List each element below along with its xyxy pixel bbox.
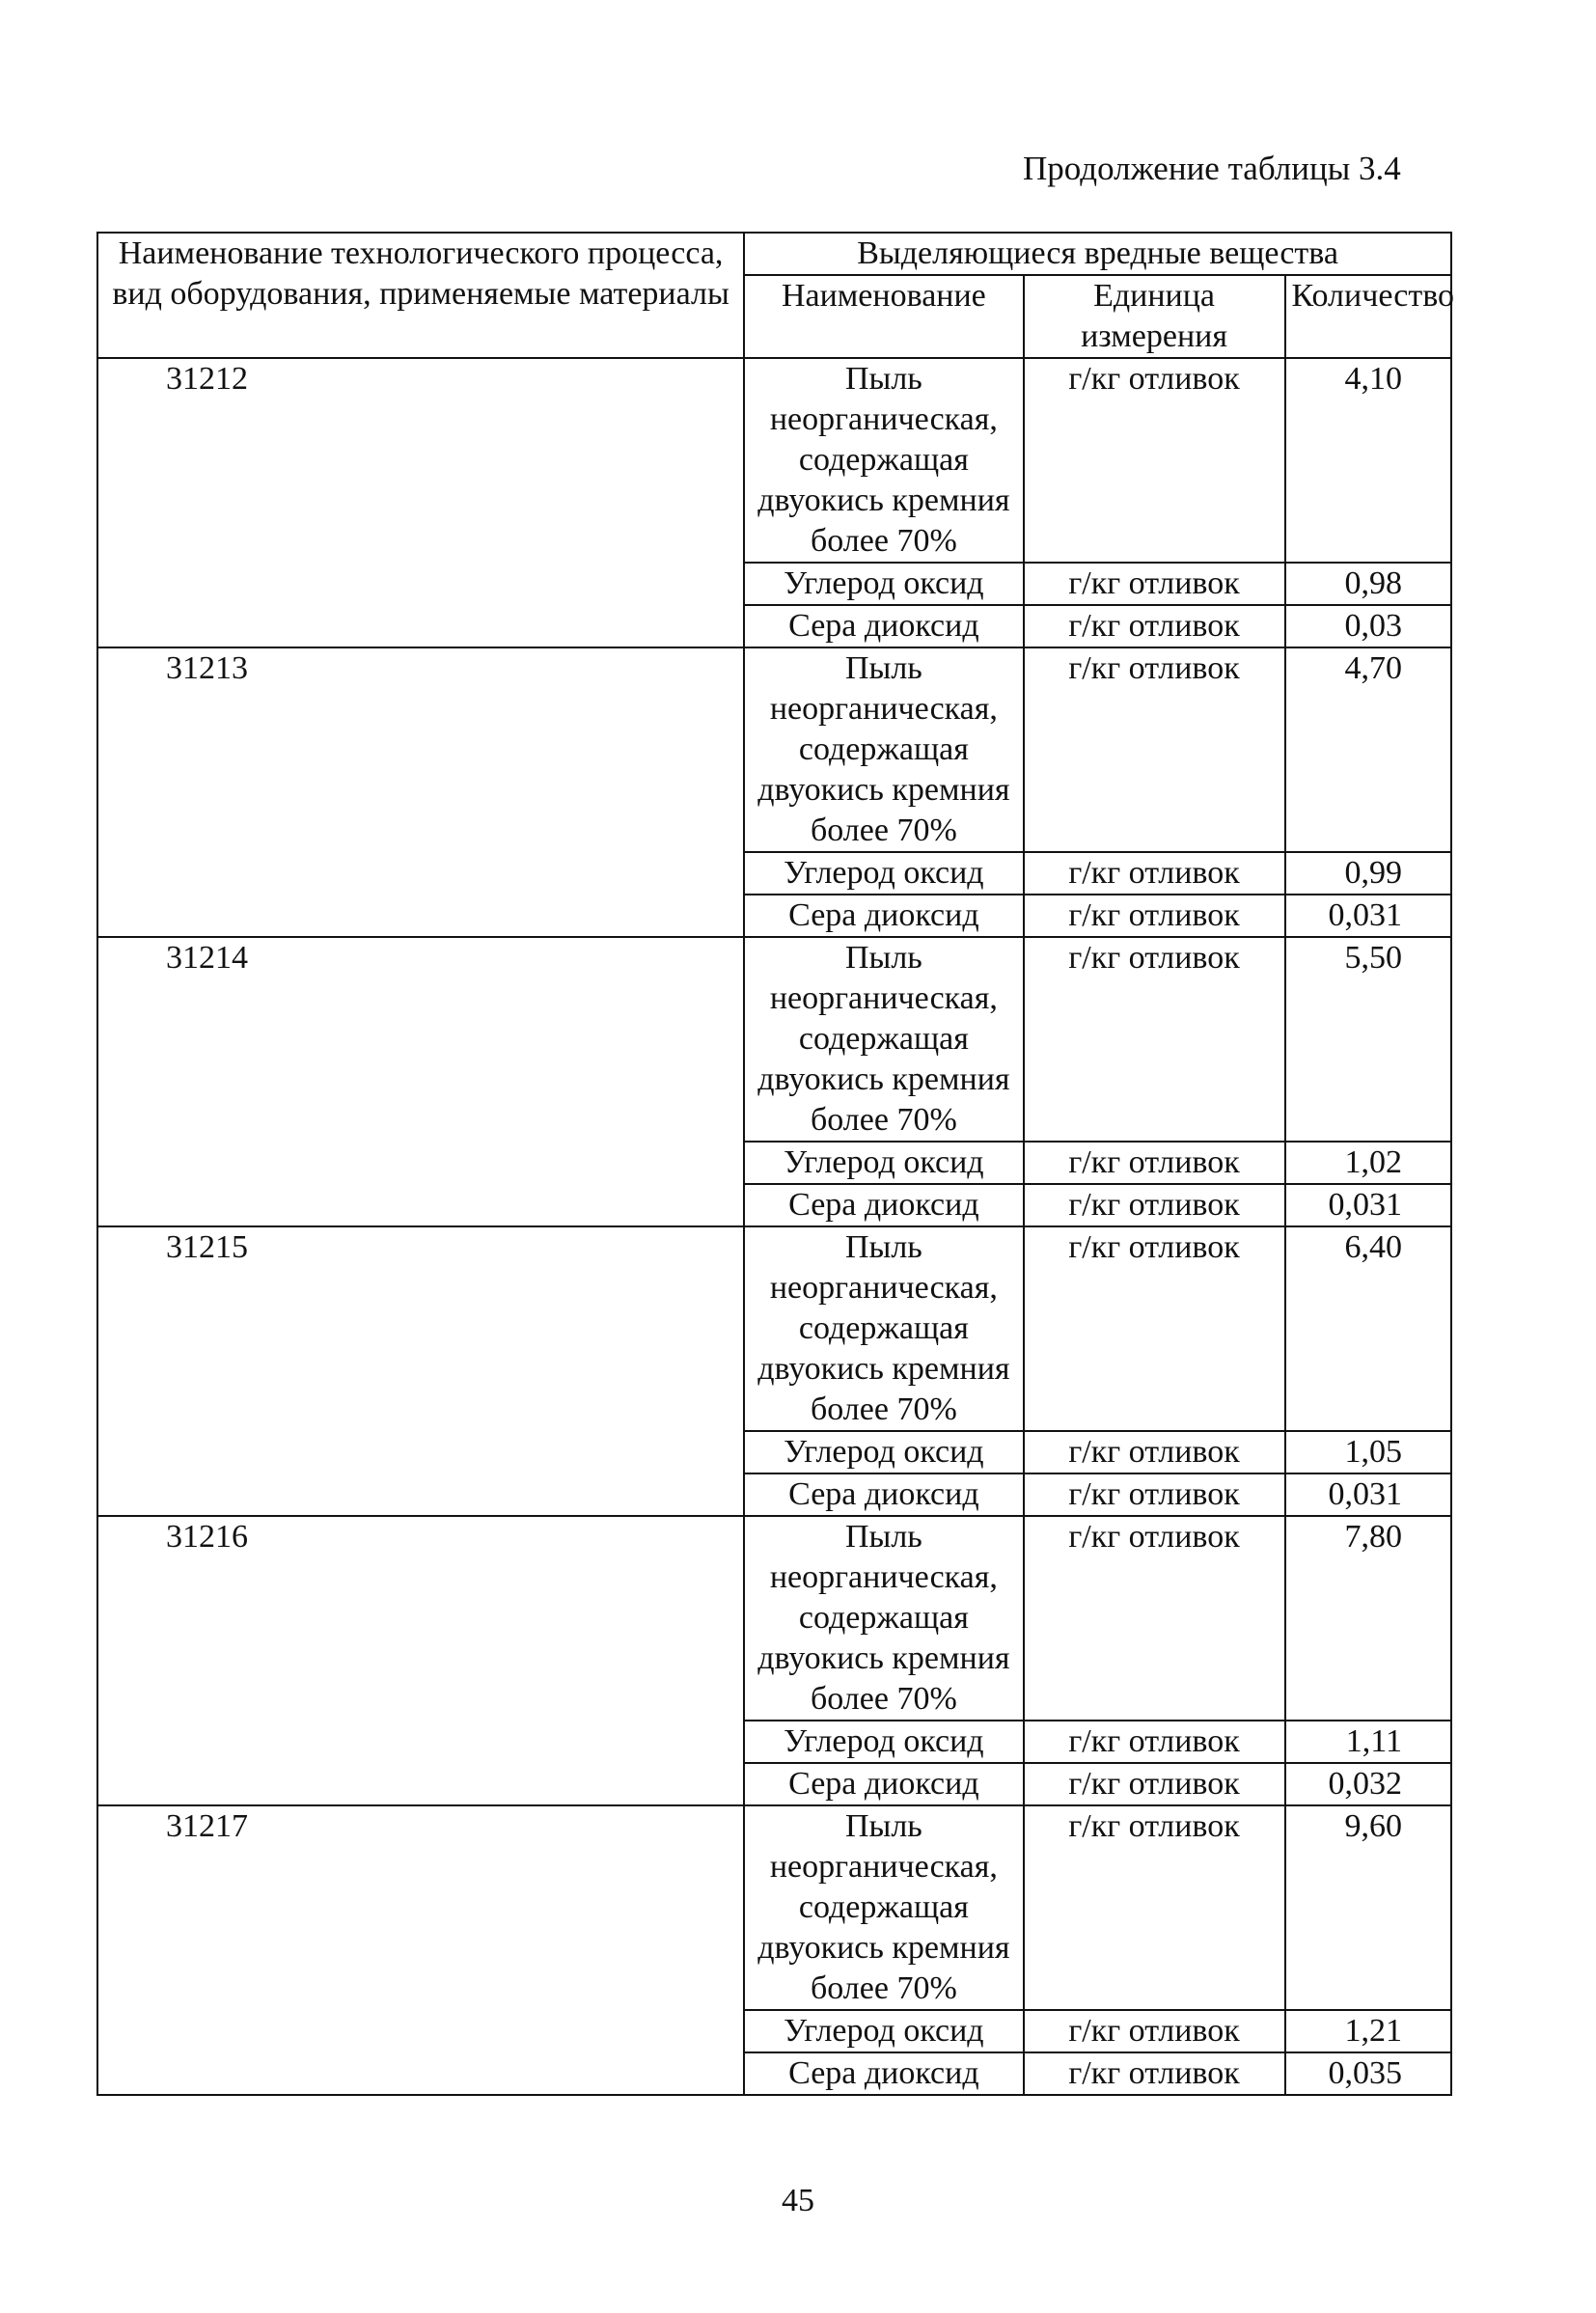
- quantity-cell: 9,60: [1285, 1805, 1451, 2010]
- unit-cell: г/кг отливок: [1024, 1805, 1285, 2010]
- quantity-cell: 7,80: [1285, 1516, 1451, 1721]
- header-process: Наименование технологического процесса, вид оборудования, применяемые материалы: [97, 233, 744, 358]
- process-code-cell: 31216: [97, 1516, 744, 1805]
- unit-cell: г/кг отливок: [1024, 895, 1285, 937]
- quantity-cell: 5,50: [1285, 937, 1451, 1142]
- table-row: [97, 1805, 1451, 2010]
- substance-name-cell: Пыль неорганическая, содержащая двуокись кремния более 70%: [744, 358, 1023, 563]
- substance-name-cell: Углерод оксид: [744, 1431, 1023, 1473]
- table-row: [97, 937, 1451, 1142]
- unit-cell: г/кг отливок: [1024, 1431, 1285, 1473]
- quantity-cell: 0,035: [1285, 2052, 1451, 2095]
- substance-name-cell: Пыль неорганическая, содержащая двуокись кремния более 70%: [744, 1805, 1023, 2010]
- unit-cell: г/кг отливок: [1024, 1142, 1285, 1184]
- header-unit: Единица измерения: [1024, 275, 1285, 358]
- table-row: [97, 358, 1451, 563]
- substance-name-cell: Пыль неорганическая, содержащая двуокись кремния более 70%: [744, 647, 1023, 852]
- quantity-cell: 4,70: [1285, 647, 1451, 852]
- substance-name-cell: Сера диоксид: [744, 2052, 1023, 2095]
- substance-name-cell: Пыль неорганическая, содержащая двуокись кремния более 70%: [744, 1226, 1023, 1431]
- substance-name-cell: Сера диоксид: [744, 605, 1023, 647]
- substances-table: [96, 232, 1455, 2096]
- substance-name-cell: Углерод оксид: [744, 852, 1023, 895]
- quantity-cell: 0,99: [1285, 852, 1451, 895]
- substance-name-cell: Сера диоксид: [744, 1184, 1023, 1226]
- quantity-cell: 0,031: [1285, 1184, 1451, 1226]
- quantity-cell: 6,40: [1285, 1226, 1451, 1431]
- process-code-cell: 31214: [97, 937, 744, 1226]
- unit-cell: г/кг отливок: [1024, 1721, 1285, 1763]
- quantity-cell: 0,03: [1285, 605, 1451, 647]
- unit-cell: г/кг отливок: [1024, 2010, 1285, 2052]
- quantity-cell: 1,05: [1285, 1431, 1451, 1473]
- table-caption: Продолжение таблицы 3.4: [1023, 150, 1401, 187]
- quantity-cell: 0,031: [1285, 895, 1451, 937]
- substance-name-cell: Пыль неорганическая, содержащая двуокись кремния более 70%: [744, 937, 1023, 1142]
- substance-name-cell: Сера диоксид: [744, 1763, 1023, 1805]
- substance-name-cell: Сера диоксид: [744, 1473, 1023, 1516]
- quantity-cell: 0,98: [1285, 563, 1451, 605]
- unit-cell: г/кг отливок: [1024, 1184, 1285, 1226]
- unit-cell: г/кг отливок: [1024, 852, 1285, 895]
- table-row: [97, 647, 1451, 852]
- quantity-cell: 1,02: [1285, 1142, 1451, 1184]
- substance-name-cell: Пыль неорганическая, содержащая двуокись кремния более 70%: [744, 1516, 1023, 1721]
- unit-cell: г/кг отливок: [1024, 647, 1285, 852]
- substance-name-cell: Сера диоксид: [744, 895, 1023, 937]
- substance-name-cell: Углерод оксид: [744, 563, 1023, 605]
- substance-name-cell: Углерод оксид: [744, 2010, 1023, 2052]
- unit-cell: г/кг отливок: [1024, 1226, 1285, 1431]
- unit-cell: г/кг отливок: [1024, 937, 1285, 1142]
- table-body: [97, 358, 1451, 2095]
- process-code-cell: 31215: [97, 1226, 744, 1516]
- substance-name-cell: Углерод оксид: [744, 1721, 1023, 1763]
- header-name: Наименование: [744, 275, 1023, 358]
- unit-cell: г/кг отливок: [1024, 1763, 1285, 1805]
- process-code-cell: 31213: [97, 647, 744, 937]
- unit-cell: г/кг отливок: [1024, 2052, 1285, 2095]
- header-group: Выделяющиеся вредные вещества: [744, 233, 1451, 275]
- table-row: [97, 1516, 1451, 1721]
- quantity-cell: 1,21: [1285, 2010, 1451, 2052]
- unit-cell: г/кг отливок: [1024, 605, 1285, 647]
- substance-name-cell: Углерод оксид: [744, 1142, 1023, 1184]
- quantity-cell: 1,11: [1285, 1721, 1451, 1763]
- process-code-cell: 31212: [97, 358, 744, 647]
- quantity-cell: 0,032: [1285, 1763, 1451, 1805]
- unit-cell: г/кг отливок: [1024, 563, 1285, 605]
- header-qty: Количество: [1285, 275, 1451, 358]
- quantity-cell: 4,10: [1285, 358, 1451, 563]
- table-row: [97, 1226, 1451, 1431]
- unit-cell: г/кг отливок: [1024, 358, 1285, 563]
- table-header: [97, 233, 1455, 358]
- unit-cell: г/кг отливок: [1024, 1516, 1285, 1721]
- page-number: 45: [782, 2183, 814, 2218]
- unit-cell: г/кг отливок: [1024, 1473, 1285, 1516]
- process-code-cell: 31217: [97, 1805, 744, 2095]
- quantity-cell: 0,031: [1285, 1473, 1451, 1516]
